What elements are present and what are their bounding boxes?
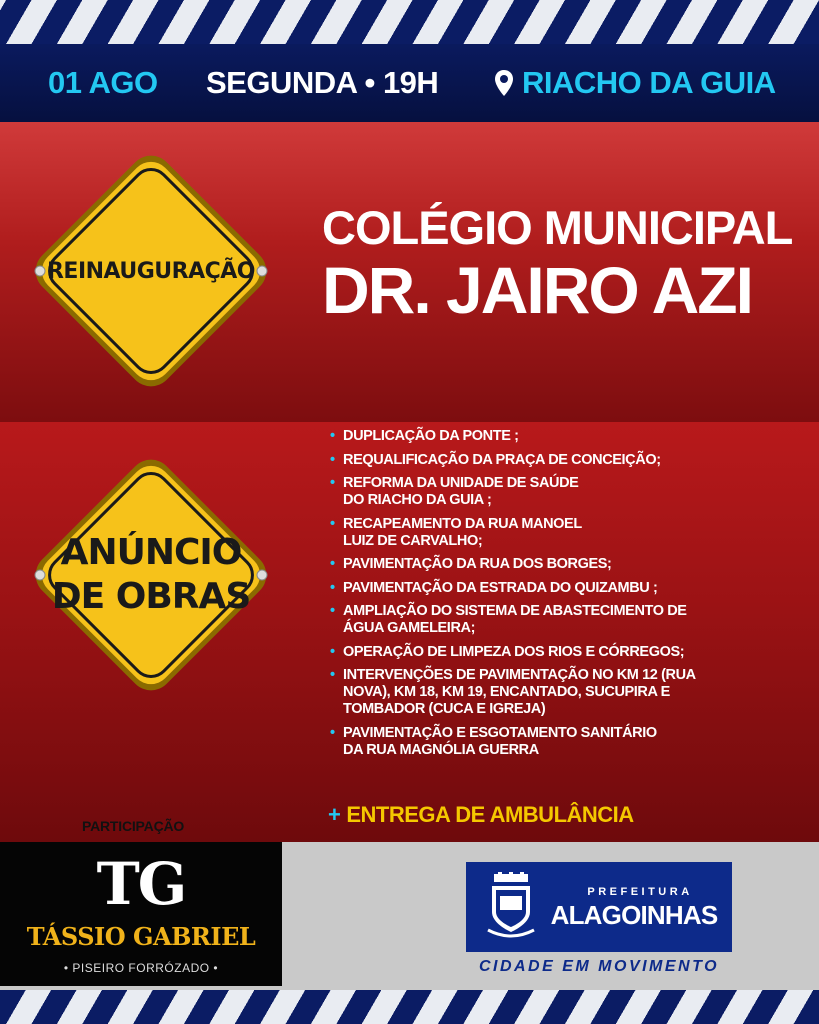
school-title-line1: COLÉGIO MUNICIPAL	[322, 201, 793, 254]
works-list-item-line: AMPLIAÇÃO DO SISTEMA DE ABASTECIMENTO DE	[343, 603, 687, 619]
location-text: RIACHO DA GUIA	[522, 65, 776, 100]
reinauguration-sign	[18, 138, 284, 404]
works-list-item	[330, 475, 730, 509]
works-list-item	[330, 556, 730, 573]
school-title-line2: DR. JAIRO AZI	[322, 253, 752, 327]
works-sign-label	[18, 442, 284, 708]
bullet-icon: •	[330, 643, 335, 660]
city-slogan: CIDADE EM MOVIMENTO	[478, 958, 720, 975]
bullet-icon: •	[330, 667, 335, 683]
works-list-item-line: LUIZ DE CARVALHO;	[343, 532, 483, 549]
crest-icon	[486, 872, 536, 940]
event-info-bar	[0, 44, 819, 122]
ambulance-delivery-text: ENTREGA DE AMBULÂNCIA	[346, 802, 634, 827]
works-list-item	[330, 603, 730, 637]
bottom-stripe-border	[0, 990, 819, 1024]
tassio-gabriel-subtitle: • PISEIRO FORRÓZADO •	[63, 961, 219, 975]
event-location	[494, 65, 776, 101]
works-list-item	[330, 667, 730, 718]
works-list-item-line: ÁGUA GAMELEIRA;	[343, 620, 476, 636]
top-stripe-border	[0, 0, 819, 44]
works-list-item-line: NOVA), KM 18, KM 19, ENCANTADO, SUCUPIRA E	[343, 684, 670, 700]
bullet-icon: •	[330, 603, 335, 619]
bullet-icon: •	[330, 579, 335, 596]
reinauguration-sign-label: REINAUGURAÇÃO	[46, 258, 256, 284]
works-list-item-line: INTERVENÇÕES DE PAVIMENTAÇÃO NO KM 12 (RUA	[343, 667, 696, 683]
ambulance-delivery	[328, 802, 634, 828]
plus-icon: +	[328, 802, 341, 827]
city-name: ALAGOINHAS	[550, 900, 718, 930]
works-list-item-line: PAVIMENTAÇÃO DA ESTRADA DO QUIZAMBU ;	[343, 579, 658, 596]
tassio-gabriel-monogram: TG	[96, 850, 186, 918]
bullet-icon: •	[330, 515, 335, 532]
works-list-item-line: TOMBADOR (CUCA E IGREJA)	[343, 701, 546, 717]
works-list	[330, 428, 730, 765]
works-sign	[18, 442, 284, 708]
works-list-item-line: PAVIMENTAÇÃO DA RUA DOS BORGES;	[343, 556, 612, 572]
event-day-time: SEGUNDA • 19H	[206, 65, 439, 100]
bullet-icon: •	[330, 724, 335, 741]
bullet-icon: •	[330, 428, 335, 444]
works-list-item-line: DA RUA MAGNÓLIA GUERRA	[343, 741, 539, 758]
bullet-icon: •	[330, 556, 335, 572]
works-list-item	[330, 725, 730, 759]
prefeitura-label: PREFEITURA	[587, 886, 693, 898]
works-list-item	[330, 452, 730, 469]
works-list-item	[330, 644, 730, 661]
works-sign-line1: ANÚNCIO	[60, 532, 242, 573]
works-list-item-line: RECAPEAMENTO DA RUA MANOEL	[343, 515, 582, 532]
location-pin-icon	[494, 69, 514, 97]
works-list-item-line: OPERAÇÃO DE LIMPEZA DOS RIOS E CÓRREGOS;	[343, 643, 685, 660]
works-list-item	[330, 428, 730, 445]
bullet-icon: •	[330, 475, 335, 491]
bullet-icon: •	[330, 451, 335, 468]
participation-label: PARTICIPAÇÃO	[82, 818, 185, 834]
event-date: 01 AGO	[48, 65, 158, 100]
works-list-item-line: REFORMA DA UNIDADE DE SAÚDE	[343, 475, 579, 491]
tassio-gabriel-name: TÁSSIO GABRIEL	[26, 922, 256, 951]
works-list-item-line: REQUALIFICAÇÃO DA PRAÇA DE CONCEIÇÃO;	[343, 451, 661, 468]
works-list-item-line: PAVIMENTAÇÃO E ESGOTAMENTO SANITÁRIO	[343, 724, 657, 741]
works-list-item	[330, 580, 730, 597]
works-list-item	[330, 516, 730, 550]
works-list-item-line: DO RIACHO DA GUIA ;	[343, 492, 492, 508]
works-sign-line2: DE OBRAS	[51, 576, 251, 617]
works-list-item-line: DUPLICAÇÃO DA PONTE ;	[343, 428, 519, 444]
